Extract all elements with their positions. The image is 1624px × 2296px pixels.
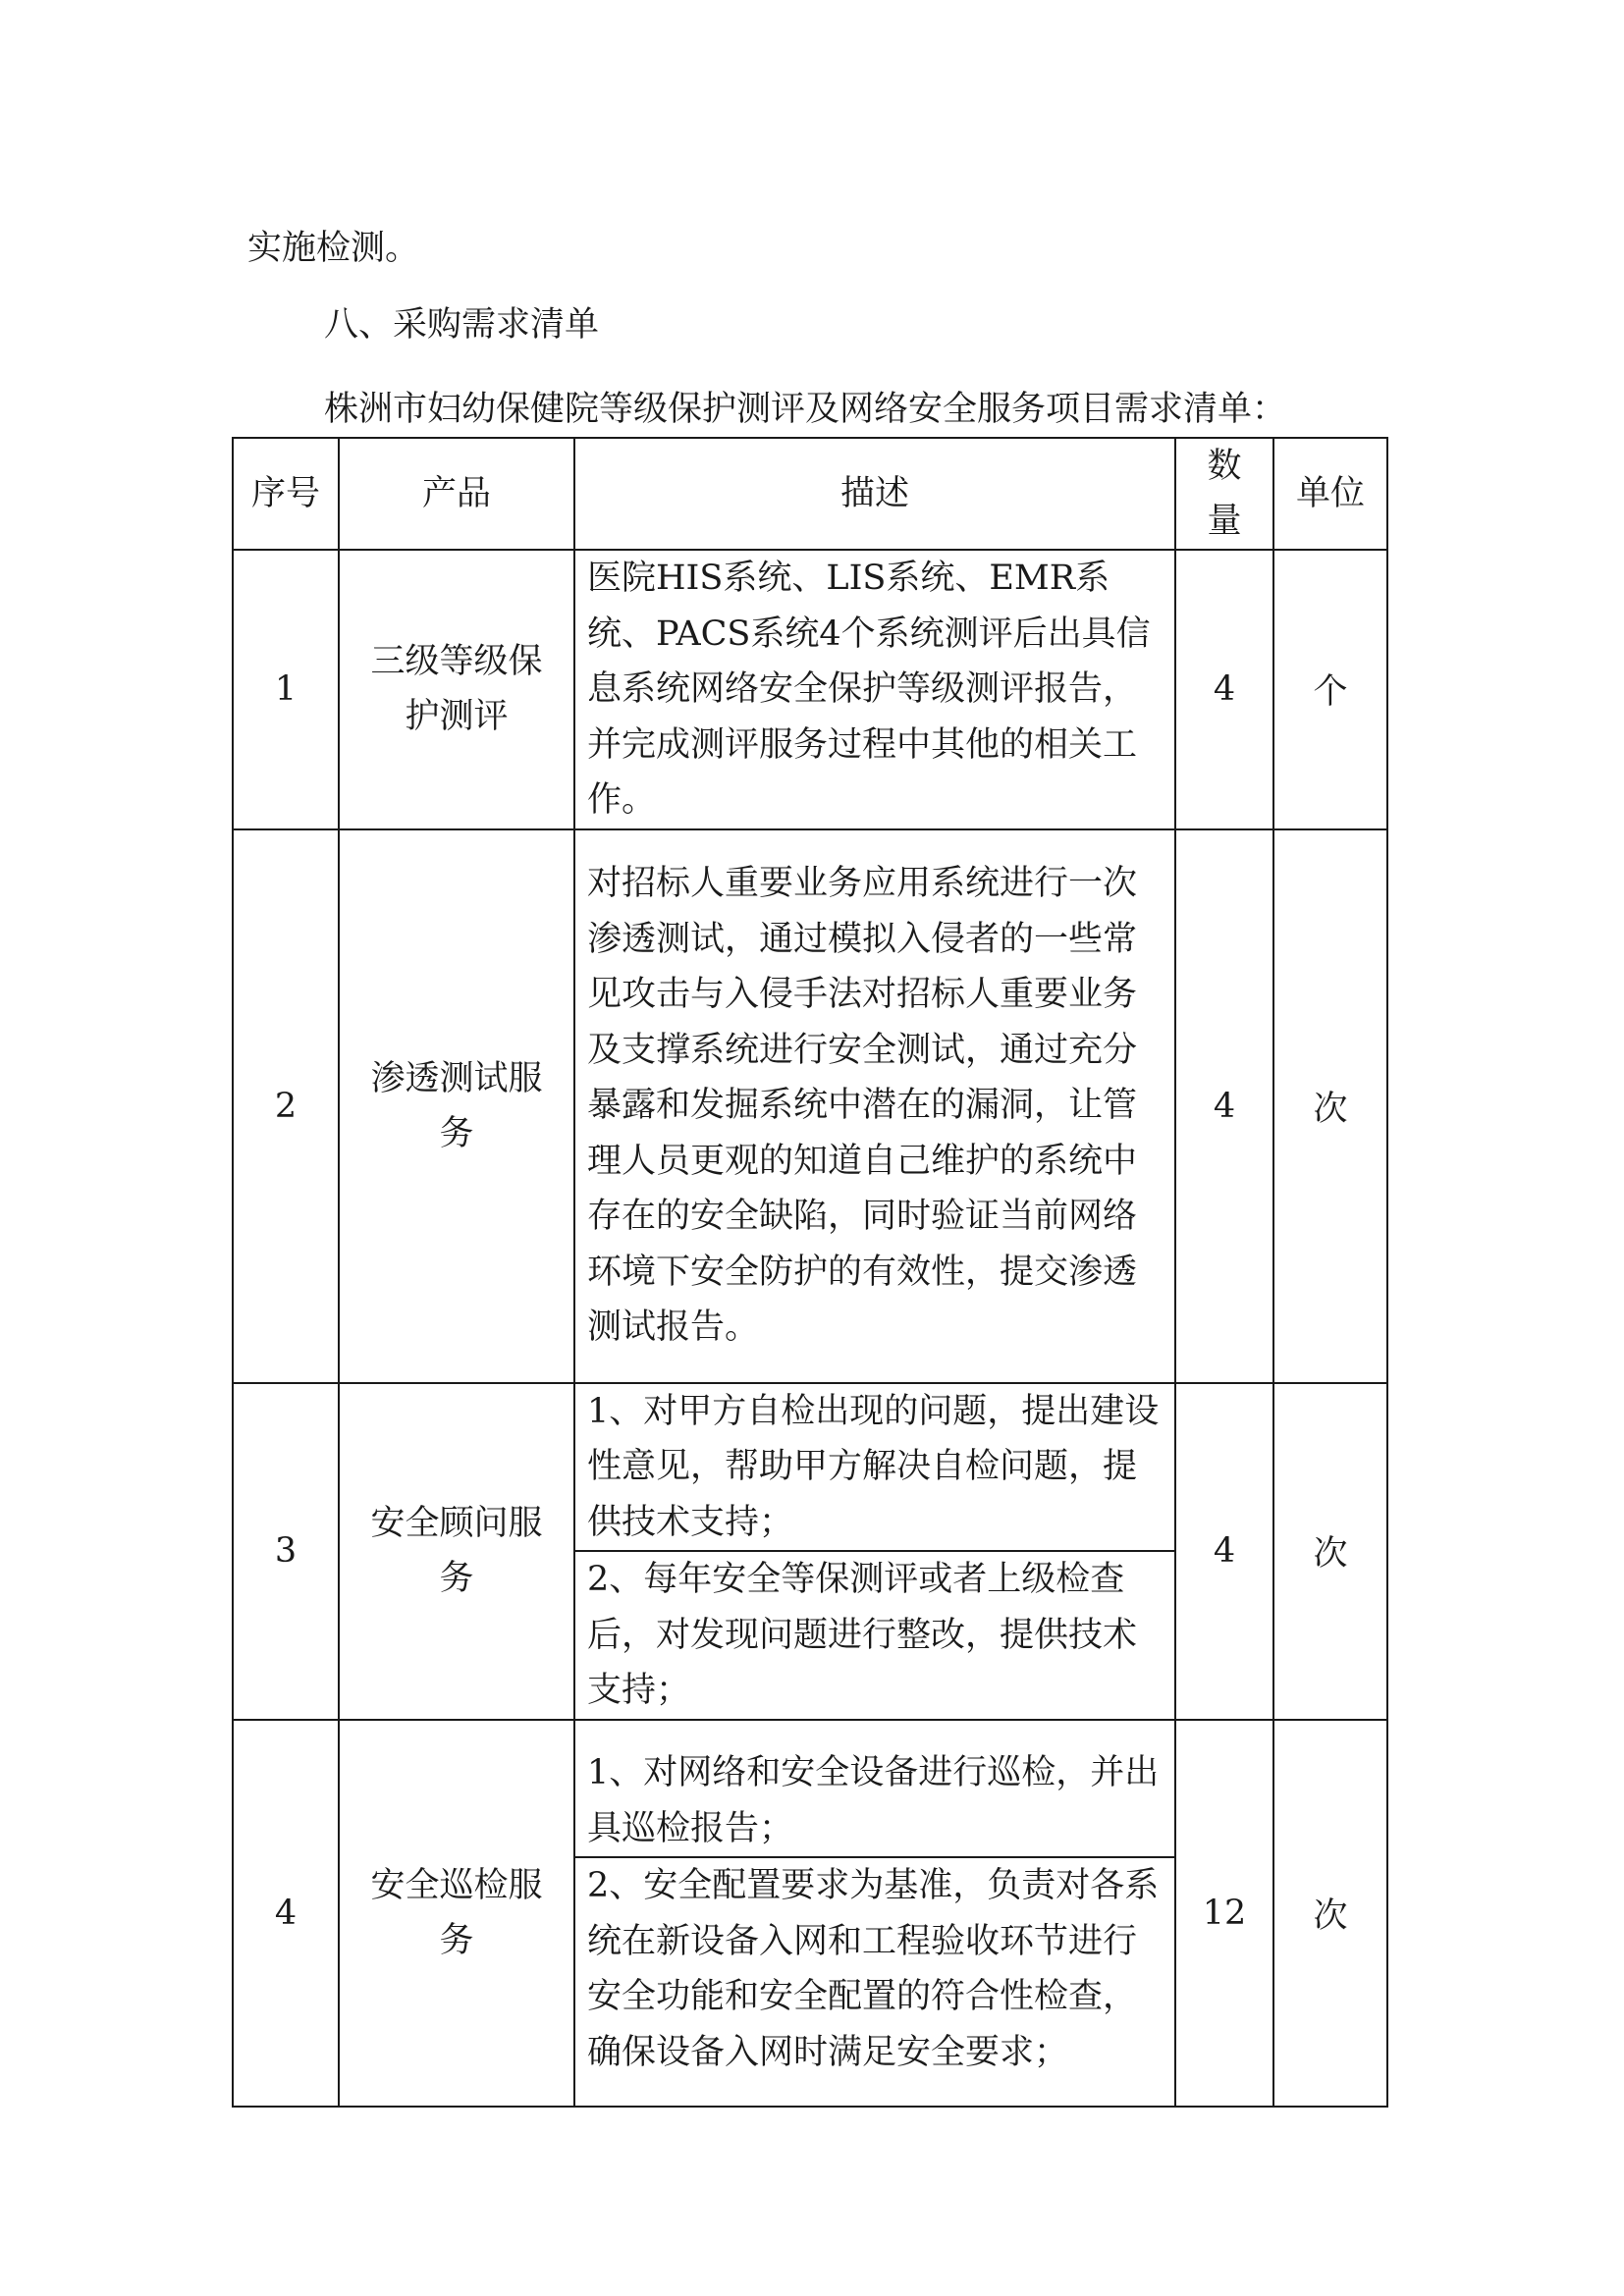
section-heading: 八、采购需求清单 [324, 305, 600, 345]
row-desc [574, 550, 1175, 829]
table-row [233, 1383, 1387, 1720]
row-unit: 次 [1273, 829, 1387, 1383]
row-no: 2 [233, 829, 339, 1383]
row-desc-item: 2、每年安全等保测评或者上级检查后，对发现问题进行整改，提供技术支持； [575, 1550, 1174, 1719]
header-product: 产品 [339, 438, 574, 550]
row-desc [574, 1720, 1175, 2107]
row-no: 1 [233, 550, 339, 829]
row-unit: 次 [1273, 1383, 1387, 1720]
row-qty: 12 [1175, 1720, 1273, 2107]
row-qty: 4 [1175, 550, 1273, 829]
row-desc-item: 1、对网络和安全设备进行巡检，并出具巡检报告； [587, 1753, 1160, 1848]
row-product: 渗透测试服务 [339, 829, 574, 1383]
row-desc-item: 医院HIS系统、LIS系统、EMR系统、PACS系统4个系统测评后出具信息系统网络安全保护等级测评报告，并完成测评服务过程中其他的相关工作。 [587, 559, 1151, 820]
row-unit: 个 [1273, 550, 1387, 829]
row-desc-item: 2、安全配置要求为基准，负责对各系统在新设备入网和工程验收环节进行安全功能和安全配置的符合性检查，确保设备入网时满足安全要求； [575, 1856, 1174, 2080]
row-qty: 4 [1175, 1383, 1273, 1720]
header-desc: 描述 [574, 438, 1175, 550]
row-product: 安全巡检服务 [339, 1720, 574, 2107]
header-unit: 单位 [1273, 438, 1387, 550]
table-row [233, 1720, 1387, 2107]
row-no: 3 [233, 1383, 339, 1720]
row-product: 安全顾问服务 [339, 1383, 574, 1720]
row-desc [574, 829, 1175, 1383]
row-qty: 4 [1175, 829, 1273, 1383]
header-qty: 数量 [1175, 438, 1273, 550]
intro-tail-text: 实施检测。 [247, 229, 420, 268]
header-no: 序号 [233, 438, 339, 550]
row-desc [574, 1383, 1175, 1720]
table-row [233, 829, 1387, 1383]
row-no: 4 [233, 1720, 339, 2107]
table-row [233, 550, 1387, 829]
row-product: 三级等级保护测评 [339, 550, 574, 829]
row-desc-item: 1、对甲方自检出现的问题，提出建设性意见，帮助甲方解决自检问题，提供技术支持； [587, 1391, 1160, 1542]
table-header-row [233, 438, 1387, 550]
row-desc-item: 对招标人重要业务应用系统进行一次渗透测试，通过模拟入侵者的一些常见攻击与入侵手法对招标人重要业务及支撑系统进行安全测试，通过充分暴露和发掘系统中潜在的漏洞，让管理人员更观的知道自己维护的系统中存在的安全缺陷，同时验证当前网络环境下安全防护的有效性，提交渗透测试报告。 [587, 864, 1138, 1348]
row-unit: 次 [1273, 1720, 1387, 2107]
requirements-table [232, 437, 1388, 2108]
table-caption: 株洲市妇幼保健院等级保护测评及网络安全服务项目需求清单： [324, 390, 1287, 429]
